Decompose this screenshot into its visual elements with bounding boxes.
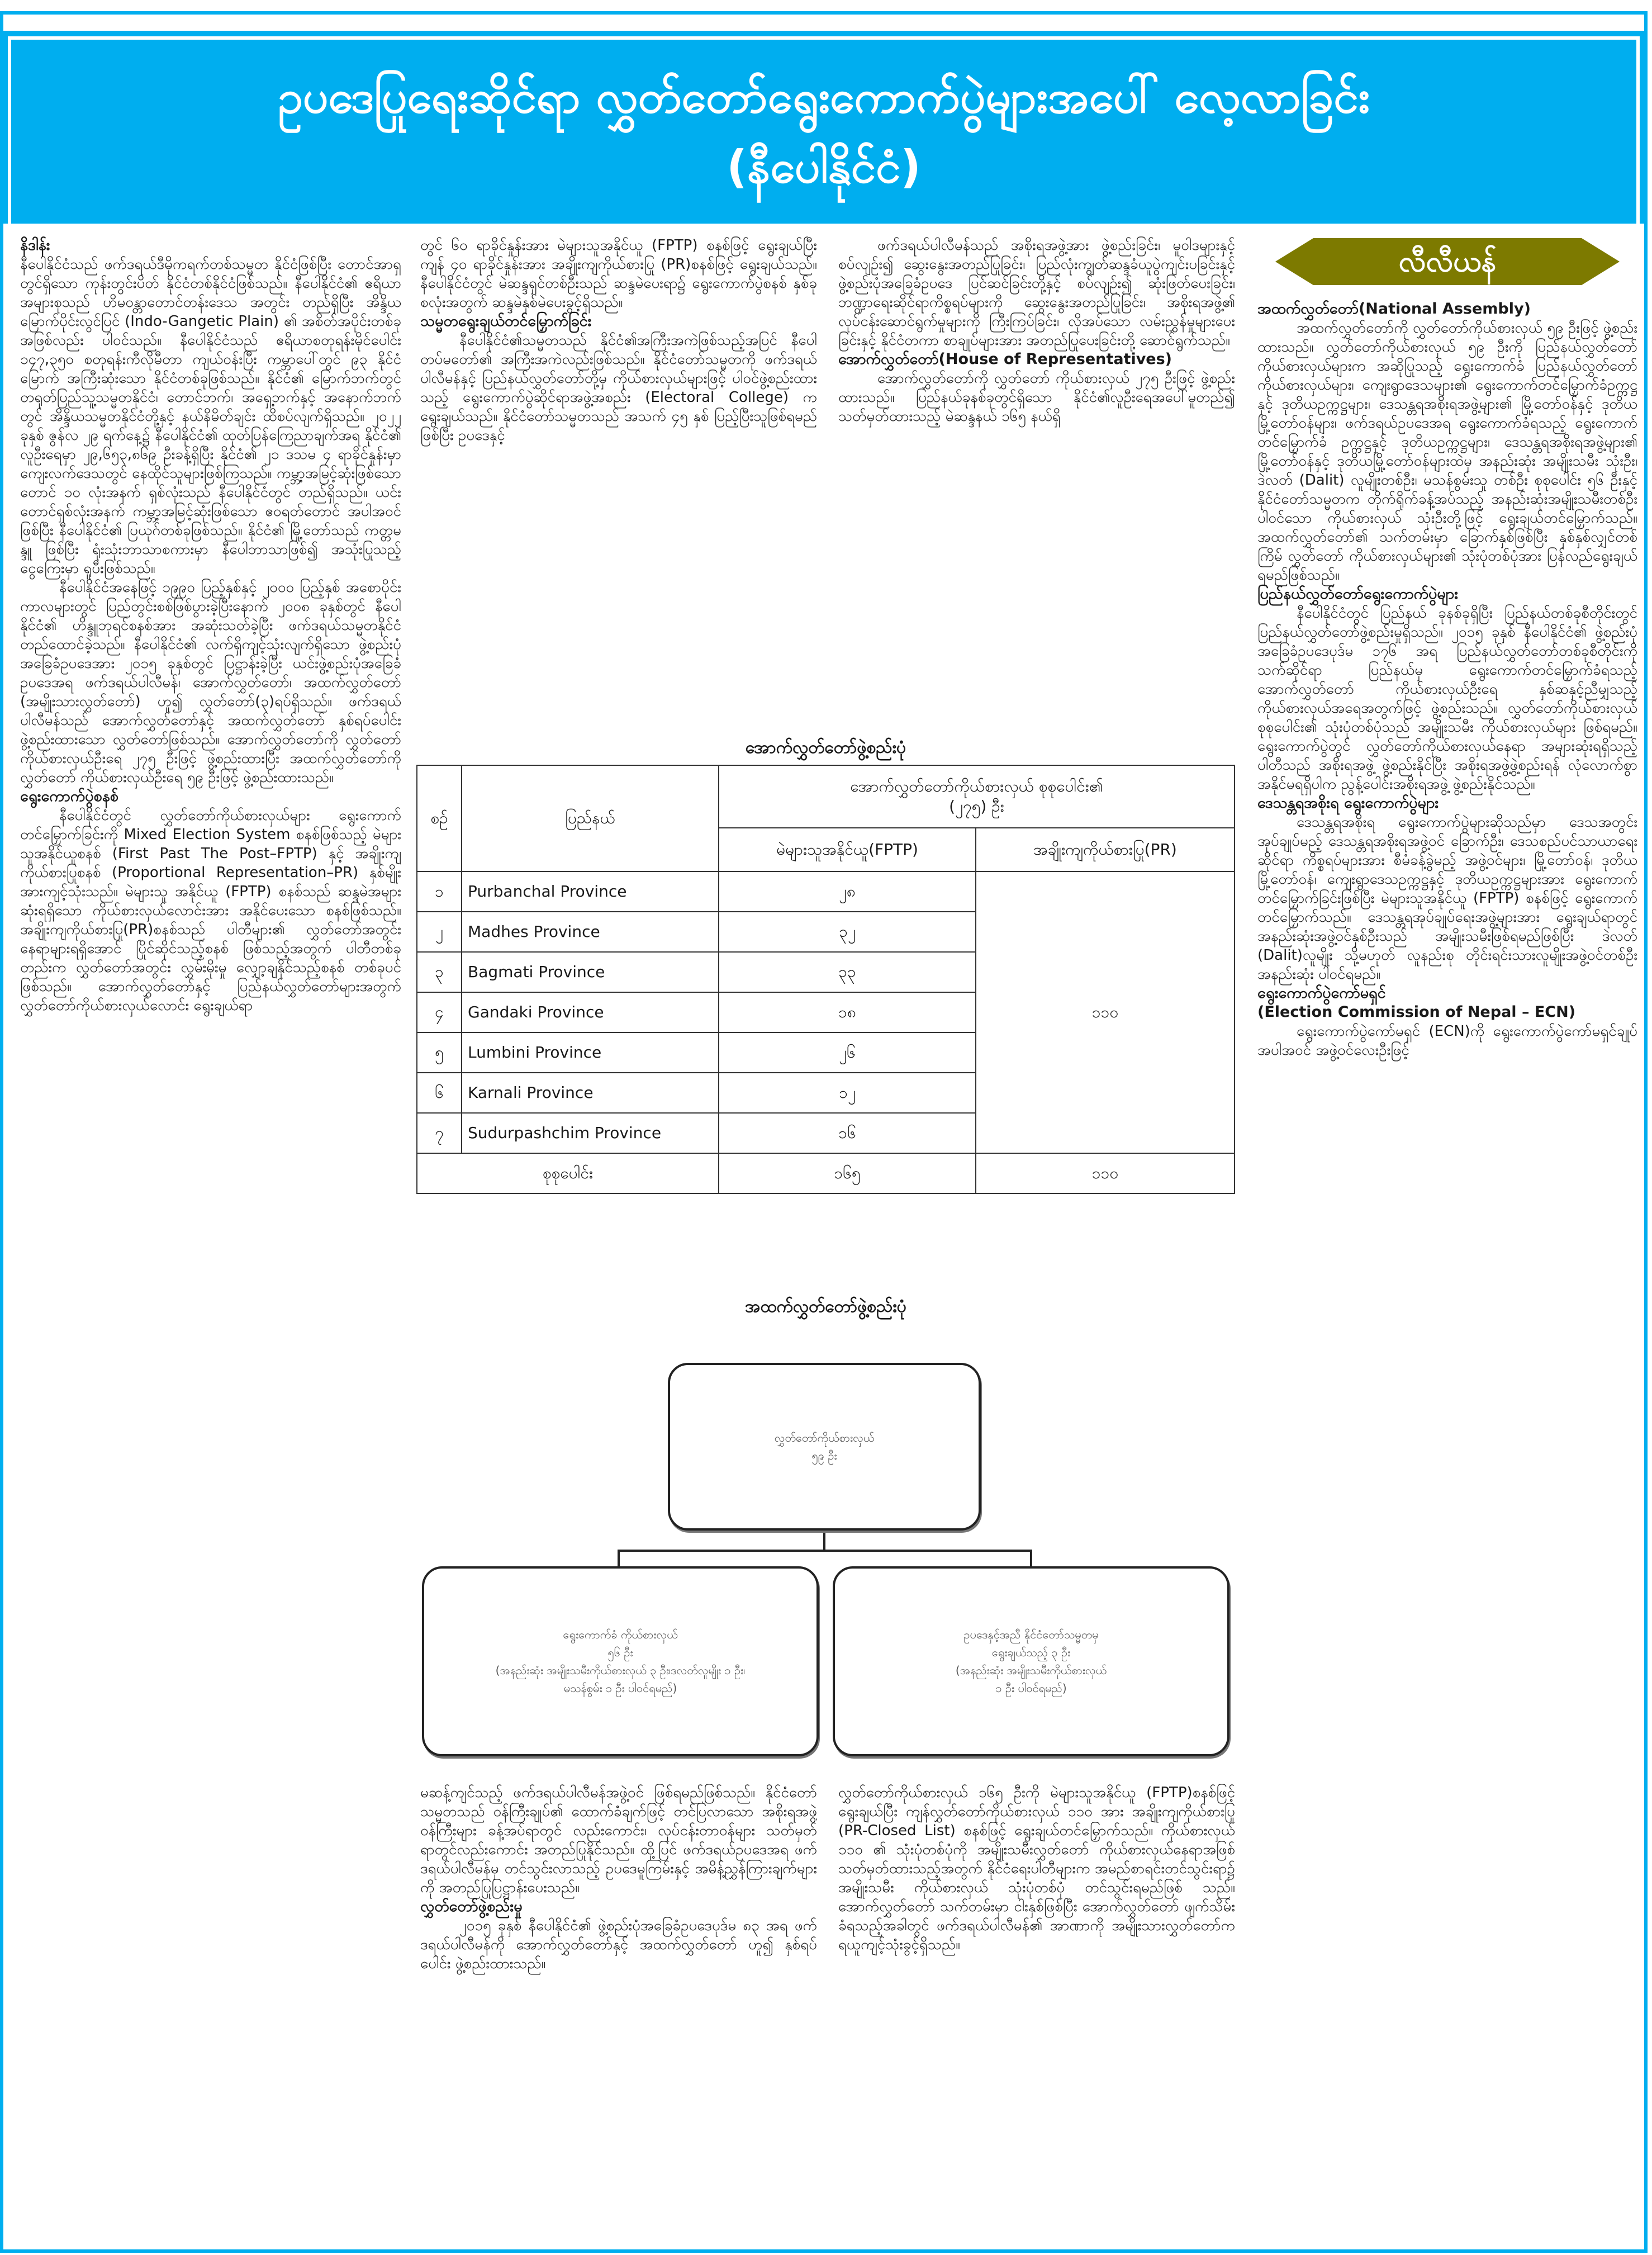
row-province: Gandaki Province — [462, 992, 719, 1032]
diagram-box-total-line1: လွှတ်တော်ကိုယ်စားလှယ် — [774, 1431, 875, 1444]
col-header-pr: အချိုးကျကိုယ်စားပြု(PR) — [976, 828, 1235, 871]
paragraph: ဒေသန္တရအစိုးရ ရွေးကောက်ပွဲများဆိုသည်မှာ ဒေသအတွင်းအုပ်ချုပ်မည့် ဒေသန္တရအစိုးရအဖွဲ့ဝင် ခြောက်ဦး၊ ဒေသစည်ပင်သာယာရေးဆိုင်ရာ ကိစ္စရပ်များအား စီမံခန့်ခွဲမည့် အဖွဲ့ဝင်များ၊ မြို့တော်ဝန်၊ ဒုတိယမြို့တော်ဝန်၊ ကျေးရွာဒေသဥက္ကဋ္ဌနှင့် ဒုတိယဥက္ကဋ္ဌများအား ရွေးကောက်တင်မြှောက်ခြင်းဖြစ်ပြီး မဲများသူအနိုင်ယူ (FPTP) စနစ်ဖြင့် ရွေးကောက်တင်မြှောက်သည်။ ဒေသန္တရအုပ်ချုပ်ရေးအဖွဲ့များအား ရွေးချယ်ရာတွင် အနည်းဆုံးအဖွဲ့ဝင်နှစ်ဦးသည် အမျိုးသမီးဖြစ်ရမည်ဖြစ်ပြီး ဒဲလတ် (Dalit)လူမျိုး သို့မဟုတ် လူနည်းစု တိုင်းရင်းသားလူမျိုးအဖွဲ့ဝင်တစ်ဦး အနည်းဆုံး ပါဝင်ရမည်။ — [1257, 814, 1637, 983]
article-column-4 — [1257, 236, 1637, 2232]
col-header-no: စဉ် — [417, 765, 462, 871]
row-fptp: ၁၈ — [719, 992, 976, 1032]
diagram-box-total-line2: ၅၉ ဦး — [811, 1449, 837, 1462]
paragraph: နီပေါနိုင်ငံအနေဖြင့် ၁၉၉၀ ပြည့်နှစ်နှင့် ၂၀၀၀ ပြည့်နှစ် အစောပိုင်းကာလများတွင် ပြည်တွင်းစစ်ဖြစ်ပွားခဲ့ပြီးနောက် ၂၀၀၈ ခုနှစ်တွင် နီပေါနိုင်ငံ၏ ဟိန္ဒူဘုရင်စနစ်အား အဆုံးသတ်ခဲ့ပြီး ဖက်ဒရယ်သမ္မတနိုင်ငံ တည်ထောင်ခဲ့သည်။ နီပေါနိုင်ငံ၏ လက်ရှိကျင့်သုံးလျက်ရှိသော ဖွဲ့စည်းပုံအခြေခံဥပဒေအား ၂၀၁၅ ခုနှစ်တွင် ပြဋ္ဌာန်းခဲ့ပြီး ယင်းဖွဲ့စည်းပုံအခြေခံဥပဒေအရ ဖက်ဒရယ်ပါလီမန်၊ အောက်လွှတ်တော်၊ အထက်လွှတ်တော် (အမျိုးသားလွှတ်တော်) ဟူ၍ လွှတ်တော်(၃)ရပ်ရှိသည်။ ဖက်ဒရယ်ပါလီမန်သည် အောက်လွှတ်တော်နှင့် အထက်လွှတ်တော် နှစ်ရပ်ပေါင်း ဖွဲ့စည်းထားသော လွှတ်တော်ဖြစ်သည်။ အောက်လွှတ်တော်ကို လွှတ်တော် ကိုယ်စားလှယ်ဦးရေ ၂၇၅ ဦးဖြင့် ဖွဲ့စည်းထားပြီး အထက်လွှတ်တော်ကို လွှတ်တော် ကိုယ်စားလှယ်ဦးရေ ၅၉ ဦးဖြင့် ဖွဲ့စည်းထားသည်။ — [20, 579, 401, 786]
row-fptp: ၂၈ — [719, 871, 976, 912]
row-no: ၇ — [417, 1113, 462, 1153]
table-total-row — [417, 1153, 1235, 1193]
diagram-box-appointed-line2: ရွေးချယ်သည့် ၃ ဦး — [991, 1646, 1071, 1659]
row-province: Bagmati Province — [462, 952, 719, 992]
table-row — [417, 871, 1235, 912]
row-fptp: ၁၆ — [719, 1113, 976, 1153]
row-province: Karnali Province — [462, 1073, 719, 1113]
diagram-box-elected-line4: မသန်စွမ်း ၁ ဦး ပါဝင်ရမည်) — [563, 1681, 677, 1695]
paragraph: မဆန့်ကျင်သည့် ဖက်ဒရယ်ပါလီမန်အဖွဲ့ဝင် ဖြစ်ရမည်ဖြစ်သည်။ နိုင်ငံတော်သမ္မတသည် ဝန်ကြီးချုပ်၏ ထောက်ခံချက်ဖြင့် တင်ပြလာသော အစိုးရအဖွဲ့ဝန်ကြီးများ ခန့်အပ်ရာတွင် လည်းကောင်း၊ လုပ်ငန်းတာဝန်များ သတ်မှတ်ရာတွင်လည်းကောင်း အတည်ပြုနိုင်သည်။ ထို့ပြင် ဖက်ဒရယ်ဥပဒေအရ ဖက်ဒရယ်ပါလီမန်မှ တင်သွင်းလာသည့် ဥပဒေမူကြမ်းနှင့် အမိန့်ညွှန်ကြားချက်များကို အတည်ပြုပြဋ္ဌာန်းပေးသည်။ — [420, 1784, 817, 1896]
connector-line — [618, 1550, 620, 1566]
paragraph: နီပေါနိုင်ငံ၏သမ္မတသည် နိုင်ငံ၏အကြီးအကဲဖြစ်သည့်အပြင် နီပေါတပ်မတော်၏ အကြီးအကဲလည်းဖြစ်သည်။ နိုင်ငံတော်သမ္မတကို ဖက်ဒရယ်ပါလီမန်နှင့် ပြည်နယ်လွှတ်တော်တို့မှ ကိုယ်စားလှယ်များဖြင့် ပါဝင်ဖွဲ့စည်းထားသည့် ရွေးကောက်ပွဲဆိုင်ရာအဖွဲ့အစည်း (Electoral College) က ရွေးချယ်သည်။ နိုင်ငံတော်သမ္မတသည် အသက် ၄၅ နှစ် ပြည့်ပြီးသူဖြစ်ရမည်ဖြစ်ပြီး ဥပဒေနှင့် — [420, 332, 817, 444]
diagram-box-appointed-line3: (အနည်းဆုံး အမျိုးသမီးကိုယ်စားလှယ် — [955, 1664, 1107, 1677]
row-fptp: ၃၂ — [719, 912, 976, 952]
house-composition-table — [416, 765, 1235, 1194]
diagram-caption: အထက်လွှတ်တော်ဖွဲ့စည်းပုံ — [745, 1297, 906, 1316]
row-province: Sudurpashchim Province — [462, 1113, 719, 1153]
col-header-group — [719, 765, 1235, 828]
diagram-box-elected-line3: (အနည်းဆုံး အမျိုးသမီးကိုယ်စားလှယ် ၃ ဦး၊ဒလတ်လူမျိုး ၁ ဦး၊ — [495, 1664, 746, 1677]
col-header-group-line2: (၂၇၅) ဦး — [949, 797, 1004, 816]
section-heading-election-commission: ရွေးကောက်ပွဲကော်မရှင် — [1257, 984, 1386, 1002]
title-banner — [3, 31, 1644, 224]
row-no: ၂ — [417, 912, 462, 952]
paragraph: နီပေါနိုင်ငံတွင် လွှတ်တော်ကိုယ်စားလှယ်များ ရွေးကောက်တင်မြှောက်ခြင်းကို Mixed Election System စနစ်ဖြစ်သည့် မဲများသူအနိုင်ယူစနစ် (First Past The Post–FPTP) နှင့် အချိုးကျကိုယ်စားပြုစနစ် (Proportional Representation–PR) နှစ်မျိုးအားကျင့်သုံးသည်။ မဲများသူ အနိုင်ယူ (FPTP) စနစ်သည် ဆန္ဒမဲအများဆုံးရရှိသော ကိုယ်စားလှယ်လောင်းအား အနိုင်ပေးသော စနစ်ဖြစ်သည်။ အချိုးကျကိုယ်စားပြု(PR)စနစ်သည် ပါတီများ၏ လွှတ်တော်အတွင်း နေရာများရရှိအောင် ပြိုင်ဆိုင်သည့်စနစ် ဖြစ်သည့်အတွက် ပါတီတစ်ခုတည်းက လွှတ်တော်အတွင်း လွှမ်းမိုးမှု လျှော့ချနိုင်သည့်စနစ် တစ်ခုပင်ဖြစ်သည်။ အောက်လွှတ်တော်နှင့် ပြည်နယ်လွှတ်တော်များအတွက် လွှတ်တော်ကိုယ်စားလှယ်လောင်း ရွေးချယ်ရာ — [20, 807, 401, 1014]
row-fptp: ၃၃ — [719, 952, 976, 992]
diagram-box-elected-line2: ၅၆ ဦး — [607, 1646, 633, 1659]
total-label: စုစုပေါင်း — [417, 1153, 719, 1193]
row-no: ၃ — [417, 952, 462, 992]
row-no: ၆ — [417, 1073, 462, 1113]
section-heading-house-of-representatives: အောက်လွှတ်တော်(House of Representatives) — [838, 350, 1172, 368]
article-column-3-continued — [838, 1783, 1235, 2230]
section-heading-president: သမ္မတရွေးချယ်တင်မြှောက်ခြင်း — [420, 312, 592, 330]
diagram-box-appointed — [833, 1566, 1229, 1756]
row-province: Purbanchal Province — [462, 871, 719, 912]
total-pr: ၁၁၀ — [976, 1153, 1235, 1193]
article-column-1 — [20, 236, 401, 2232]
row-no: ၄ — [417, 992, 462, 1032]
col-header-group-line1: အောက်လွှတ်တော်ကိုယ်စားလှယ် စုစုပေါင်း၏ — [850, 777, 1103, 795]
total-fptp: ၁၆၅ — [719, 1153, 976, 1193]
paragraph: အောက်လွှတ်တော်ကို လွှတ်တော် ကိုယ်စားလှယ် ၂၇၅ ဦးဖြင့် ဖွဲ့စည်းထားသည်။ ပြည်နယ်ခုနစ်ခုတွင်ရှိသော နိုင်ငံ၏လူဦးရေအပေါ်မူတည်၍ သတ်မှတ်ထားသည့် မဲဆန္ဒနယ် ၁၆၅ နယ်ရှိ — [838, 370, 1235, 425]
paragraph: ဖက်ဒရယ်ပါလီမန်သည် အစိုးရအဖွဲ့အား ဖွဲ့စည်းခြင်း၊ မူဝါဒများနှင့်စပ်လျဉ်း၍ ဆွေးနွေးအတည်ပြုခြင်း၊ ပြည်လုံးကျွတ်ဆန္ဒခံယူပွဲကျင်းပခြင်းနှင့် ဖွဲ့စည်းပုံအခြေခံဥပဒေ ပြင်ဆင်ခြင်းတို့နှင့် စပ်လျဉ်း၍ ဆုံးဖြတ်ပေးခြင်း၊ ဘဏ္ဍာရေးဆိုင်ရာကိစ္စရပ်များကို ဆွေးနွေးအတည်ပြုခြင်း၊ အစိုးရအဖွဲ့၏ လုပ်ငန်းဆောင်ရွက်မှုများကို ကြီးကြပ်ခြင်း၊ လိုအပ်သော လမ်းညွှန်မှုများပေးခြင်းနှင့် နိုင်ငံတကာ စာချုပ်များအား အတည်ပြုပေးခြင်းတို့ ဆောင်ရွက်သည်။ — [838, 237, 1235, 349]
connector-line — [1030, 1550, 1032, 1566]
author-badge: လီလီယန် — [1313, 238, 1582, 285]
diagram-box-elected — [422, 1566, 819, 1756]
diagram-box-appointed-line1: ဥပဒေနှင့်အညီ နိုင်ငံတော်သမ္မတမှ — [963, 1628, 1099, 1641]
row-no: ၅ — [417, 1032, 462, 1073]
section-heading-national-assembly: အထက်လွှတ်တော်(National Assembly) — [1257, 300, 1531, 318]
row-no: ၁ — [417, 871, 462, 912]
paragraph: လွှတ်တော်ကိုယ်စားလှယ် ၁၆၅ ဦးကို မဲများသူအနိုင်ယူ (FPTP)စနစ်ဖြင့် ရွေးချယ်ပြီး ကျန်လွှတ်တော်ကိုယ်စားလှယ် ၁၁၀ အား အချိုးကျကိုယ်စားပြု (PR-Closed List) စနစ်ဖြင့် ရွေးချယ်တင်မြှောက်သည်။ ကိုယ်စားလှယ် ၁၁၀ ၏ သုံးပုံတစ်ပုံကို အမျိုးသမီးလွှတ်တော် ကိုယ်စားလှယ်နေရာအဖြစ် သတ်မှတ်ထားသည့်အတွက် နိုင်ငံရေးပါတီများက အမည်စာရင်းတင်သွင်းရာ၌ အမျိုးသမီး ကိုယ်စားလှယ် သုံးပုံတစ်ပုံ တင်သွင်းရမည်ဖြစ် သည်။ အောက်လွှတ်တော် သက်တမ်းမှာ ငါးနှစ်ဖြစ်ပြီး အောက်လွှတ်တော် ဖျက်သိမ်းခံရသည့်အခါတွင် ဖက်ဒရယ်ပါလီမန်၏ အာဏာကို အမျိုးသားလွှတ်တော်က ရယူကျင့်သုံးခွင့်ရှိသည်။ — [838, 1784, 1235, 1953]
section-heading-election-system: ရွေးကောက်ပွဲစနစ် — [20, 788, 118, 805]
col-header-province: ပြည်နယ် — [462, 765, 719, 871]
paragraph: နီပေါနိုင်ငံသည် ဖက်ဒရယ်ဒီမိုကရက်တစ်သမ္မတ နိုင်ငံဖြစ်ပြီး တောင်အာရှတွင်ရှိသော ကုန်းတွင်းပိတ် နိုင်ငံတစ်နိုင်ငံဖြစ်သည်။ နီပေါနိုင်ငံ၏ ဧရိယာအများစုသည် ဟိမဝန္တာတောင်တန်းဒေသ အတွင်း တည်ရှိပြီး အိန္ဒိယမြောက်ပိုင်းလွင်ပြင် (Indo-Gangetic Plain) ၏ အစိတ်အပိုင်းတစ်ခု အဖြစ်လည်း ပါဝင်သည်။ နီပေါနိုင်ငံသည် ဧရိယာစတုရန်းမိုင်ပေါင်း ၁၄၇,၃၅၀ စတုရန်းကီလိုမီတာ ကျယ်ဝန်းပြီး ကမ္ဘာပေါ်တွင် ၉၃ နိုင်ငံမြောက် အကြီးဆုံးသော နိုင်ငံတစ်ခုဖြစ်သည်။ နိုင်ငံ၏ မြောက်ဘက်တွင် တရုတ်ပြည်သူ့သမ္မတနိုင်ငံ၊ တောင်ဘက်၊ အရှေ့ဘက်နှင့် အနောက်ဘက်တွင် အိန္ဒိယသမ္မတနိုင်ငံတို့နှင့် နယ်နိမိတ်ချင်း ထိစပ်လျက်ရှိသည်။ ၂၀၂၂ ခုနှစ် ဇွန်လ ၂၉ ရက်နေ့၌ နီပေါနိုင်ငံ၏ ထုတ်ပြန်ကြေညာချက်အရ နိုင်ငံ၏ လူဦးရေမှာ ၂၉,၆၅၃,၈၆၉ ဦးခန့်ရှိပြီး နိုင်ငံ၏ ၂၁ ဒသမ ၄ ရာခိုင်နှုန်းမှာ ကျေးလက်ဒေသတွင် နေထိုင်သူများဖြစ်ကြသည်။ ကမ္ဘာ့အမြင့်ဆုံးဖြစ်သော တောင် ၁၀ လုံးအနက် ရှစ်လုံးသည် နီပေါနိုင်ငံတွင် တည်ရှိသည်။ ယင်းတောင်ရှစ်လုံးအနက် ကမ္ဘာ့အမြင့်ဆုံးဖြစ်သော ဧဝရတ်တောင် အပါအဝင်ဖြစ်ပြီး နီပေါနိုင်ငံ၏ ပြယုဂ်တစ်ခုဖြစ်သည်။ နိုင်ငံ၏ မြို့တော်သည် ကတ္တမန္ဒူ ဖြစ်ပြီး ရုံးသုံးဘာသာစကားမှာ နီပေါဘာသာဖြစ်၍ အသုံးပြုသည့် ငွေကြေးမှာ ရူပီးဖြစ်သည်။ — [20, 256, 401, 577]
paragraph: အထက်လွှတ်တော်ကို လွှတ်တော်ကိုယ်စားလှယ် ၅၉ ဦးဖြင့် ဖွဲ့စည်းထားသည်။ လွှတ်တော်ကိုယ်စားလှယ် ၅၉ ဦးကို ပြည်နယ်လွှတ်တော်ကိုယ်စားလှယ်များက အဆိုပြုသည့် ရွေးကောက်ခံ ပြည်နယ်လွှတ်တော်ကိုယ်စားလှယ်များ၊ ကျေးရွာဒေသများ၏ ရွေးကောက်တင်မြှောက်ခံဥက္ကဋ္ဌနှင့် ဒုတိယဥက္ကဋ္ဌများ၊ ဒေသန္တရအစိုးရအဖွဲ့များ၏ မြို့တော်ဝန်နှင့် ဒုတိယမြို့တော်ဝန်များ၊ ဖက်ဒရယ်ဥပဒေအရ ရွေးကောက်ခံရသည့် ရွေးကောက်တင်မြှောက်ခံ ဥက္ကဋ္ဌနှင့် ဒုတိယဥက္ကဋ္ဌများ၊ ဒေသန္တရအစိုးရအဖွဲ့များ၏ မြို့တော်ဝန်နှင့် ဒုတိယမြို့တော်ဝန်များထဲမှ အနည်းဆုံး အမျိုးသမီး သုံးဦး၊ ဒဲလတ် (Dalit) လူမျိုးတစ်ဦး၊ မသန်စွမ်းသူ တစ်ဦး စုစုပေါင်း ၅၆ ဦးနှင့် နိုင်ငံတော်သမ္မတက တိုက်ရိုက်ခန့်အပ်သည့် အနည်းဆုံးအမျိုးသမီးတစ်ဦးပါဝင်သော ကိုယ်စားလှယ် သုံးဦးတို့ဖြင့် ရွေးချယ်တင်မြှောက်သည်။ အထက်လွှတ်တော်၏ သက်တမ်းမှာ ခြောက်နှစ်ဖြစ်ပြီး နှစ်နှစ်လျှင်တစ်ကြိမ် လွှတ်တော် ကိုယ်စားလှယ်များ၏ သုံးပုံတစ်ပုံအား ပြန်လည်ရွေးချယ်ရမည်ဖြစ်သည်။ — [1257, 320, 1637, 584]
diagram-box-appointed-line4: ၁ ဦး ပါဝင်ရမည်) — [995, 1681, 1067, 1695]
paragraph: တွင် ၆၀ ရာခိုင်နှုန်းအား မဲများသူအနိုင်ယူ (FPTP) စနစ်ဖြင့် ရွေးချယ်ပြီး ကျန် ၄၀ ရာခိုင်နှုန်းအား အချိုးကျကိုယ်စားပြု (PR)စနစ်ဖြင့် ရွေးချယ်သည်။ နီပေါနိုင်ငံတွင် မဲဆန္ဒရှင်တစ်ဦးသည် ဆန္ဒမဲပေးရာ၌ ရွေးကောက်ပွဲစနစ် နှစ်ခုစလုံးအတွက် ဆန္ဒမဲနှစ်မဲပေးခွင့်ရှိသည်။ — [420, 237, 817, 311]
row-province: Lumbini Province — [462, 1032, 719, 1073]
page-title: ဥပဒေပြုရေးဆိုင်ရာ လွှတ်တော်ရွေးကောက်ပွဲများအပေါ် လေ့လာခြင်း — [278, 70, 1370, 123]
section-heading-intro: နိဒါန်း — [20, 236, 50, 254]
diagram-box-total — [668, 1363, 981, 1531]
paragraph: ၂၀၁၅ ခုနှစ် နီပေါနိုင်ငံ၏ ဖွဲ့စည်းပုံအခြေခံဥပဒေပုဒ်မ ၈၃ အရ ဖက်ဒရယ်ပါလီမန်ကို အောက်လွှတ်တော်နှင့် အထက်လွှတ်တော် ဟူ၍ နှစ်ရပ်ပေါင်း ဖွဲ့စည်းထားသည်။ — [420, 1917, 817, 1972]
article-column-2-continued — [420, 1783, 817, 2230]
row-fptp: ၂၆ — [719, 1032, 976, 1073]
connector-line — [823, 1533, 825, 1550]
row-fptp: ၁၂ — [719, 1073, 976, 1113]
paragraph: နီပေါနိုင်ငံတွင် ပြည်နယ် ခုနစ်ခုရှိပြီး ပြည်နယ်တစ်ခုစီတိုင်းတွင် ပြည်နယ်လွှတ်တော်ဖွဲ့စည်းမှုရှိသည်။ ၂၀၁၅ ခုနှစ် နီပေါနိုင်ငံ၏ ဖွဲ့စည်းပုံအခြေခံဥပဒေပုဒ်မ ၁၇၆ အရ ပြည်နယ်လွှတ်တော်တစ်ခုစီတိုင်းကို သက်ဆိုင်ရာ ပြည်နယ်မှ ရွေးကောက်တင်မြှောက်ခံရသည့် အောက်လွှတ်တော် ကိုယ်စားလှယ်ဦးရေ နှစ်ဆနှင့်ညီမျှသည့် ကိုယ်စားလှယ်အရေအတွက်ဖြင့် ဖွဲ့စည်းသည်။ လွှတ်တော်ကိုယ်စားလှယ် စုစုပေါင်း၏ သုံးပုံတစ်ပုံသည် အမျိုးသမီး ကိုယ်စားလှယ်များ ဖြစ်ရမည်။ ရွေးကောက်ပွဲတွင် လွှတ်တော်ကိုယ်စားလှယ်နေရာ အများဆုံးရရှိသည့်ပါတီသည် အစိုးရအဖွဲ့ ဖွဲ့စည်းနိုင်ပြီး အစိုးရအဖွဲ့ဖွဲ့စည်းရန် လုံလောက်စွာ အနိုင်မရရှိပါက ညွန့်ပေါင်းအစိုးရအဖွဲ့ ဖွဲ့စည်းနိုင်သည်။ — [1257, 605, 1637, 793]
section-heading-parliament-structure: လွှတ်တော်ဖွဲ့စည်းမှု — [420, 1898, 523, 1915]
diagram-box-elected-line1: ရွေးကောက်ခံ ကိုယ်စားလှယ် — [563, 1628, 678, 1641]
table-caption: အောက်လွှတ်တော်ဖွဲ့စည်းပုံ — [745, 738, 906, 757]
connector-line — [618, 1550, 1032, 1552]
section-heading-provincial-elections: ပြည်နယ်လွှတ်တော်ရွေးကောက်ပွဲများ — [1257, 585, 1459, 603]
article-column-2 — [420, 236, 817, 728]
section-heading-election-commission-en: (Election Commission of Nepal – ECN) — [1257, 1003, 1576, 1021]
section-heading-local-elections: ဒေသန္တရအစိုးရ ရွေးကောက်ပွဲများ — [1257, 794, 1439, 812]
national-assembly-diagram — [416, 1324, 1235, 1771]
paragraph: ရွေးကောက်ပွဲကော်မရှင် (ECN)ကို ရွေးကောက်ပွဲကော်မရှင်ချုပ်အပါအဝင် အဖွဲ့ဝင်လေးဦးဖြင့် — [1257, 1023, 1637, 1059]
article-column-3 — [838, 236, 1235, 728]
row-province: Madhes Province — [462, 912, 719, 952]
page-subtitle: (နီပေါနိုင်ငံ) — [727, 140, 921, 193]
col-header-fptp: မဲများသူအနိုင်ယူ(FPTP) — [719, 828, 976, 871]
row-pr-merged: ၁၁၀ — [976, 871, 1235, 1153]
